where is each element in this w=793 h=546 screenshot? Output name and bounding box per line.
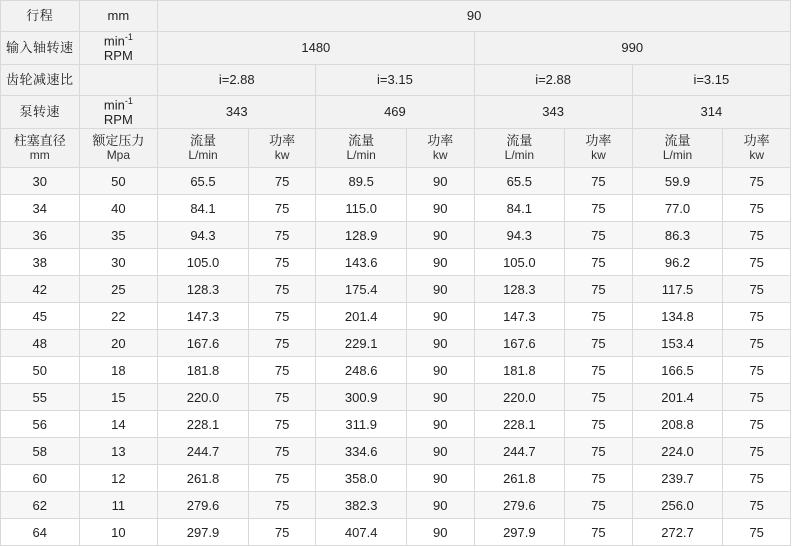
cell-diameter: 64 [1,519,80,546]
cell-flow-4: 77.0 [632,195,723,222]
cell-power-1: 75 [248,465,316,492]
unit-exponent: -1 [124,96,133,107]
row-pump-speed [1,96,791,129]
cell-power-3: 75 [565,492,633,519]
table-row [1,411,791,438]
cell-diameter: 55 [1,384,80,411]
cell-power-3: 75 [565,249,633,276]
cell-flow-3: 220.0 [474,384,565,411]
cell-power-1: 75 [248,519,316,546]
cell-power-4: 75 [723,249,791,276]
cell-pressure: 14 [79,411,158,438]
cell-power-1: 75 [248,492,316,519]
input-shaft-speed-value-2: 990 [474,32,791,65]
row-stroke [1,1,791,32]
cell-flow-3: 261.8 [474,465,565,492]
unit-rpm-text: RPM [103,112,133,128]
cell-flow-2: 175.4 [316,276,407,303]
cell-flow-1: 147.3 [158,303,249,330]
cell-diameter: 62 [1,492,80,519]
cell-flow-1: 297.9 [158,519,249,546]
cell-power-2: 90 [407,168,475,195]
cell-flow-1: 84.1 [158,195,249,222]
gear-reduction-ratio-unit [79,65,158,96]
cell-flow-4: 153.4 [632,330,723,357]
table-row [1,222,791,249]
table-row [1,330,791,357]
cell-diameter: 38 [1,249,80,276]
cell-flow-3: 244.7 [474,438,565,465]
cell-diameter: 30 [1,168,80,195]
cell-flow-4: 208.8 [632,411,723,438]
cell-power-4: 75 [723,195,791,222]
cell-pressure: 40 [79,195,158,222]
col-piston-diameter: 柱塞直径 mm [1,129,80,168]
pump-speed-label: 泵转速 [1,96,80,129]
cell-flow-1: 261.8 [158,465,249,492]
input-shaft-speed-unit [79,32,158,65]
pump-speed-value-1: 343 [158,96,316,129]
cell-power-4: 75 [723,276,791,303]
cell-pressure: 15 [79,384,158,411]
stroke-label: 行程 [1,1,80,32]
stroke-unit: mm [79,1,158,32]
cell-flow-2: 143.6 [316,249,407,276]
cell-flow-1: 228.1 [158,411,249,438]
col-power-1: 功率 kw [248,129,316,168]
cell-power-1: 75 [248,303,316,330]
cell-power-4: 75 [723,384,791,411]
cell-power-3: 75 [565,519,633,546]
cell-flow-3: 147.3 [474,303,565,330]
col-flow-4: 流量 L/min [632,129,723,168]
cell-flow-2: 358.0 [316,465,407,492]
input-shaft-speed-label: 输入轴转速 [1,32,80,65]
col-rated-pressure: 额定压力 Mpa [79,129,158,168]
cell-power-2: 90 [407,303,475,330]
cell-power-3: 75 [565,330,633,357]
cell-flow-1: 220.0 [158,384,249,411]
cell-power-1: 75 [248,330,316,357]
cell-diameter: 56 [1,411,80,438]
cell-flow-4: 272.7 [632,519,723,546]
cell-pressure: 35 [79,222,158,249]
input-shaft-speed-value-1: 1480 [158,32,474,65]
cell-power-4: 75 [723,303,791,330]
table-row [1,276,791,303]
unit-exponent: -1 [124,32,133,42]
cell-power-1: 75 [248,384,316,411]
cell-flow-1: 65.5 [158,168,249,195]
cell-power-4: 75 [723,411,791,438]
cell-diameter: 60 [1,465,80,492]
cell-flow-3: 105.0 [474,249,565,276]
cell-power-4: 75 [723,330,791,357]
cell-flow-3: 181.8 [474,357,565,384]
cell-power-2: 90 [407,276,475,303]
col-flow-1: 流量 L/min [158,129,249,168]
cell-power-4: 75 [723,465,791,492]
row-input-shaft-speed [1,32,791,65]
cell-flow-2: 115.0 [316,195,407,222]
cell-flow-1: 181.8 [158,357,249,384]
cell-power-1: 75 [248,195,316,222]
cell-diameter: 42 [1,276,80,303]
cell-pressure: 20 [79,330,158,357]
cell-flow-3: 297.9 [474,519,565,546]
cell-power-1: 75 [248,249,316,276]
cell-flow-1: 94.3 [158,222,249,249]
gear-ratio-value-4: i=3.15 [632,65,790,96]
cell-power-2: 90 [407,438,475,465]
gear-ratio-value-1: i=2.88 [158,65,316,96]
cell-flow-3: 167.6 [474,330,565,357]
table-row [1,492,791,519]
cell-power-2: 90 [407,411,475,438]
cell-power-2: 90 [407,465,475,492]
pump-speed-value-4: 314 [632,96,790,129]
col-flow-3: 流量 L/min [474,129,565,168]
cell-power-1: 75 [248,438,316,465]
cell-flow-4: 239.7 [632,465,723,492]
cell-flow-4: 117.5 [632,276,723,303]
cell-flow-4: 134.8 [632,303,723,330]
cell-flow-4: 166.5 [632,357,723,384]
cell-power-3: 75 [565,384,633,411]
unit-min-text: min [103,97,125,113]
cell-power-2: 90 [407,384,475,411]
cell-diameter: 34 [1,195,80,222]
cell-power-2: 90 [407,330,475,357]
cell-diameter: 48 [1,330,80,357]
cell-power-2: 90 [407,222,475,249]
cell-power-1: 75 [248,168,316,195]
col-power-3: 功率 kw [565,129,633,168]
cell-flow-3: 94.3 [474,222,565,249]
cell-flow-2: 334.6 [316,438,407,465]
cell-power-3: 75 [565,222,633,249]
stroke-value: 90 [158,1,791,32]
cell-power-1: 75 [248,411,316,438]
col-flow-2: 流量 L/min [316,129,407,168]
pump-speed-value-3: 343 [474,96,632,129]
unit-min-text: min [103,33,125,49]
cell-power-1: 75 [248,222,316,249]
cell-flow-4: 201.4 [632,384,723,411]
cell-power-3: 75 [565,168,633,195]
cell-flow-1: 105.0 [158,249,249,276]
table-row [1,519,791,546]
table-row [1,195,791,222]
table-row [1,438,791,465]
cell-flow-2: 128.9 [316,222,407,249]
table-row [1,168,791,195]
cell-flow-2: 382.3 [316,492,407,519]
cell-power-4: 75 [723,438,791,465]
cell-power-4: 75 [723,357,791,384]
cell-pressure: 50 [79,168,158,195]
cell-pressure: 25 [79,276,158,303]
cell-power-4: 75 [723,168,791,195]
col-power-4: 功率 kw [723,129,791,168]
cell-pressure: 12 [79,465,158,492]
table-row [1,384,791,411]
cell-diameter: 36 [1,222,80,249]
cell-pressure: 10 [79,519,158,546]
cell-power-2: 90 [407,519,475,546]
cell-flow-2: 201.4 [316,303,407,330]
cell-flow-1: 167.6 [158,330,249,357]
pump-speed-value-2: 469 [316,96,474,129]
cell-pressure: 22 [79,303,158,330]
cell-power-4: 75 [723,519,791,546]
cell-flow-4: 96.2 [632,249,723,276]
gear-ratio-value-3: i=2.88 [474,65,632,96]
cell-flow-2: 248.6 [316,357,407,384]
cell-flow-3: 228.1 [474,411,565,438]
cell-power-2: 90 [407,357,475,384]
table-row [1,303,791,330]
cell-power-1: 75 [248,276,316,303]
cell-power-2: 90 [407,249,475,276]
cell-flow-3: 84.1 [474,195,565,222]
cell-flow-2: 407.4 [316,519,407,546]
cell-flow-4: 256.0 [632,492,723,519]
cell-power-2: 90 [407,492,475,519]
cell-flow-2: 89.5 [316,168,407,195]
cell-power-2: 90 [407,195,475,222]
cell-power-3: 75 [565,303,633,330]
cell-power-3: 75 [565,276,633,303]
cell-pressure: 30 [79,249,158,276]
row-gear-reduction-ratio [1,65,791,96]
cell-power-4: 75 [723,222,791,249]
gear-ratio-value-2: i=3.15 [316,65,474,96]
cell-power-3: 75 [565,411,633,438]
cell-flow-4: 59.9 [632,168,723,195]
row-column-headers [1,129,791,168]
cell-flow-2: 229.1 [316,330,407,357]
cell-power-3: 75 [565,438,633,465]
cell-diameter: 50 [1,357,80,384]
cell-flow-3: 65.5 [474,168,565,195]
gear-reduction-ratio-label: 齿轮减速比 [1,65,80,96]
cell-flow-4: 224.0 [632,438,723,465]
cell-flow-1: 279.6 [158,492,249,519]
cell-diameter: 58 [1,438,80,465]
table-row [1,465,791,492]
cell-flow-1: 128.3 [158,276,249,303]
cell-flow-3: 128.3 [474,276,565,303]
pump-speed-unit [79,96,158,129]
cell-pressure: 11 [79,492,158,519]
table-row [1,249,791,276]
cell-flow-4: 86.3 [632,222,723,249]
cell-flow-3: 279.6 [474,492,565,519]
cell-power-4: 75 [723,492,791,519]
cell-pressure: 13 [79,438,158,465]
cell-flow-2: 300.9 [316,384,407,411]
cell-power-1: 75 [248,357,316,384]
unit-rpm-text: RPM [103,48,133,64]
cell-power-3: 75 [565,357,633,384]
cell-pressure: 18 [79,357,158,384]
cell-power-3: 75 [565,465,633,492]
cell-flow-2: 311.9 [316,411,407,438]
cell-power-3: 75 [565,195,633,222]
cell-flow-1: 244.7 [158,438,249,465]
col-power-2: 功率 kw [407,129,475,168]
cell-diameter: 45 [1,303,80,330]
table-row [1,357,791,384]
